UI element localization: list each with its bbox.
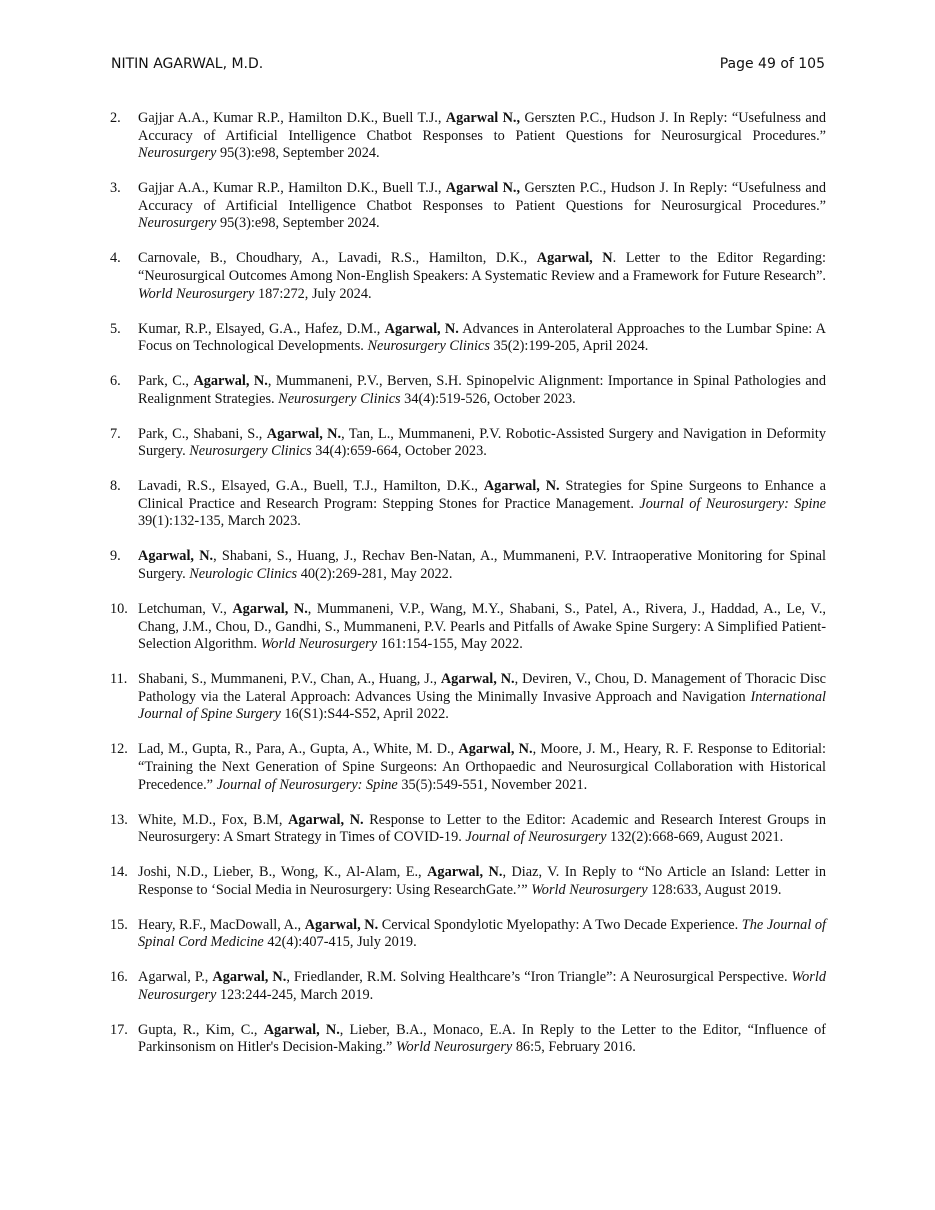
publication-entry bbox=[110, 741, 826, 794]
citation-title: , Lieber, B.A., Monaco, E.A. In Reply to the Letter to the Editor, “Influence of Parkinsonism on Hitler's Decision-Making.” bbox=[138, 1021, 827, 1056]
journal-name: Neurosurgery bbox=[138, 145, 217, 162]
publication-entry bbox=[110, 180, 826, 233]
citation-title: , Mummaneni, V.P., Wang, M.Y., Shabani, S., Patel, A., Rivera, J., Haddad, A., Le, V., Chang, J.M., Chou, D., Gandhi, S., Mummaneni, P.V. Pearls and Pitfalls of Awake Spine Surgery: A Simplified Patient-Selection Algorithm. bbox=[138, 601, 826, 653]
author-name: NITIN AGARWAL, M.D. bbox=[111, 56, 264, 72]
citation-authors-before: Joshi, N.D., Lieber, B., Wong, K., Al-Alam, E., bbox=[138, 864, 428, 881]
citation-authors-before: Agarwal, P., bbox=[138, 969, 213, 986]
citation-details: 161:154-155, May 2022. bbox=[377, 636, 523, 653]
journal-name: World Neurosurgery bbox=[531, 881, 648, 898]
entry-number: 5. bbox=[110, 320, 121, 337]
entry-citation bbox=[138, 671, 826, 722]
citation-details: 86:5, February 2016. bbox=[512, 1039, 636, 1056]
journal-name: Journal of Neurosurgery: Spine bbox=[216, 776, 398, 793]
highlighted-author: Agarwal, N. bbox=[212, 969, 287, 986]
publication-entry bbox=[110, 601, 826, 654]
publication-entry bbox=[110, 1022, 826, 1057]
citation-details: 128:633, August 2019. bbox=[647, 881, 782, 898]
citation-authors-before: Shabani, S., Mummaneni, P.V., Chan, A., Huang, J., bbox=[138, 671, 441, 688]
highlighted-author: Agarwal, N. bbox=[427, 864, 503, 881]
entry-citation bbox=[138, 250, 826, 301]
citation-details: 132(2):668-669, August 2021. bbox=[606, 829, 784, 846]
entry-citation bbox=[138, 426, 826, 460]
entry-citation bbox=[138, 548, 826, 582]
citation-details: 35(5):549-551, November 2021. bbox=[397, 776, 588, 793]
journal-name: Neurosurgery Clinics bbox=[367, 338, 490, 355]
citation-details: 34(4):659-664, October 2023. bbox=[311, 443, 487, 460]
highlighted-author: Agarwal, N bbox=[536, 250, 613, 267]
page-header bbox=[111, 56, 825, 78]
citation-title: . Letter to the Editor Regarding: “Neurosurgical Outcomes Among Non-English Speakers: A Systematic Review and a Framework for Future Research”. bbox=[138, 250, 826, 284]
citation-title: Cervical Spondylotic Myelopathy: A Two Decade Experience. bbox=[378, 916, 742, 933]
highlighted-author: Agarwal, N. bbox=[384, 320, 459, 337]
citation-title: Strategies for Spine Surgeons to Enhance a Clinical Practice and Research Program: Stepping Stones for Practice Management. bbox=[138, 478, 826, 512]
page-number: Page 49 of 105 bbox=[719, 56, 825, 72]
citation-title: Response to Letter to the Editor: Academic and Research Interest Groups in Neurosurgery: A Smart Strategy in Times of COVID-19. bbox=[138, 811, 826, 846]
publication-entry bbox=[110, 671, 826, 724]
publication-entry bbox=[110, 321, 826, 356]
journal-name: The Journal of Spinal Cord Medicine bbox=[138, 916, 826, 951]
citation-title: , Tan, L., Mummaneni, P.V. Robotic-Assisted Surgery and Navigation in Deformity Surgery. bbox=[138, 425, 826, 460]
citation-title: , Diaz, V. In Reply to “No Article an Island: Letter in Response to ‘Social Media in Neurosurgery: Using ResearchGate.’” bbox=[138, 864, 827, 898]
citation-authors-before: Park, C., bbox=[138, 373, 194, 390]
highlighted-author: Agarwal, N. bbox=[138, 548, 214, 565]
publication-entry bbox=[110, 478, 826, 531]
entry-number: 6. bbox=[110, 373, 121, 390]
entry-citation bbox=[138, 864, 826, 898]
entry-citation bbox=[138, 601, 826, 652]
entry-number: 3. bbox=[110, 180, 121, 197]
citation-authors-before: Gupta, R., Kim, C., bbox=[138, 1021, 264, 1038]
citation-title: Advances in Anterolateral Approaches to the Lumbar Spine: A Focus on Technological Developments. bbox=[138, 320, 827, 355]
citation-title: , Deviren, V., Chou, D. Management of Thoracic Disc Pathology via the Lateral Approach: Advances Using the Minimally Invasive Approach and Navigation bbox=[138, 671, 827, 705]
publication-entry bbox=[110, 812, 826, 847]
entry-citation bbox=[138, 917, 826, 951]
entry-number: 4. bbox=[110, 250, 121, 267]
entry-citation bbox=[138, 373, 826, 407]
highlighted-author: Agarwal, N. bbox=[232, 601, 308, 617]
entry-citation bbox=[138, 110, 826, 161]
citation-authors-before: Lad, M., Gupta, R., Para, A., Gupta, A., White, M. D., bbox=[138, 741, 459, 758]
entry-citation bbox=[138, 969, 826, 1003]
highlighted-author: Agarwal, N. bbox=[483, 478, 560, 495]
publication-entry bbox=[110, 426, 826, 461]
highlighted-author: Agarwal N., bbox=[445, 180, 521, 197]
entry-citation bbox=[138, 741, 826, 792]
publication-entry bbox=[110, 110, 826, 163]
entry-number: 17. bbox=[110, 1021, 128, 1038]
journal-name: International Journal of Spine Surgery bbox=[138, 688, 826, 723]
journal-name: Neurologic Clinics bbox=[189, 566, 298, 583]
citation-title: Gerszten P.C., Hudson J. In Reply: “Usefulness and Accuracy of Artificial Intelligence Chatbot Responses to Patient Questions for Neurosurgical Procedures.” bbox=[138, 110, 826, 144]
journal-name: World Neurosurgery bbox=[138, 285, 255, 302]
citation-authors-before: Carnovale, B., Choudhary, A., Lavadi, R.S., Hamilton, D.K., bbox=[138, 250, 537, 267]
entry-citation bbox=[138, 478, 826, 529]
highlighted-author: Agarwal, N. bbox=[304, 916, 379, 933]
citation-title: Gerszten P.C., Hudson J. In Reply: “Usefulness and Accuracy of Artificial Intelligence Chatbot Responses to Patient Questions for Neurosurgical Procedures.” bbox=[138, 180, 826, 214]
journal-name: Journal of Neurosurgery: Spine bbox=[639, 495, 826, 512]
publication-entry bbox=[110, 548, 826, 583]
journal-name: World Neurosurgery bbox=[395, 1039, 513, 1056]
entry-number: 8. bbox=[110, 478, 121, 495]
publication-list bbox=[110, 110, 826, 1074]
journal-name: Neurosurgery Clinics bbox=[278, 390, 401, 407]
journal-name: Neurosurgery Clinics bbox=[189, 443, 312, 460]
entry-citation bbox=[138, 180, 826, 231]
highlighted-author: Agarwal, N. bbox=[193, 373, 268, 390]
highlighted-author: Agarwal, N. bbox=[458, 741, 533, 758]
citation-title: , Shabani, S., Huang, J., Rechav Ben-Natan, A., Mummaneni, P.V. Intraoperative Monitoring for Spinal Surgery. bbox=[138, 548, 826, 583]
publication-entry bbox=[110, 969, 826, 1004]
entry-number: 11. bbox=[110, 671, 128, 688]
citation-authors-before: Gajjar A.A., Kumar R.P., Hamilton D.K., Buell T.J., bbox=[138, 180, 446, 197]
publication-entry bbox=[110, 250, 826, 303]
entry-citation bbox=[138, 321, 826, 355]
citation-authors-before: White, M.D., Fox, B.M, bbox=[138, 811, 289, 828]
citation-authors-before: Kumar, R.P., Elsayed, G.A., Hafez, D.M., bbox=[138, 320, 385, 337]
entry-number: 12. bbox=[110, 741, 128, 758]
citation-details: 95(3):e98, September 2024. bbox=[216, 215, 380, 232]
highlighted-author: Agarwal, N. bbox=[440, 671, 515, 688]
entry-number: 13. bbox=[110, 811, 128, 828]
entry-number: 14. bbox=[110, 864, 128, 881]
citation-authors-before: Heary, R.F., MacDowall, A., bbox=[138, 916, 305, 933]
citation-title: , Friedlander, R.M. Solving Healthcare’s “Iron Triangle”: A Neurosurgical Perspective. bbox=[286, 969, 792, 986]
entry-number: 7. bbox=[110, 425, 121, 442]
entry-number: 10. bbox=[110, 601, 128, 617]
citation-details: 95(3):e98, September 2024. bbox=[216, 145, 380, 162]
publication-entry bbox=[110, 917, 826, 952]
citation-details: 16(S1):S44-S52, April 2022. bbox=[280, 706, 449, 723]
highlighted-author: Agarwal, N. bbox=[263, 1021, 340, 1038]
journal-name: World Neurosurgery bbox=[260, 636, 378, 653]
entry-citation bbox=[138, 1022, 826, 1056]
publication-entry bbox=[110, 373, 826, 408]
entry-number: 16. bbox=[110, 969, 128, 986]
citation-details: 40(2):269-281, May 2022. bbox=[297, 566, 453, 583]
citation-details: 35(2):199-205, April 2024. bbox=[489, 338, 649, 355]
citation-details: 123:244-245, March 2019. bbox=[216, 986, 374, 1003]
journal-name: Journal of Neurosurgery bbox=[465, 829, 607, 846]
highlighted-author: Agarwal N., bbox=[445, 110, 521, 126]
entry-citation bbox=[138, 812, 826, 846]
entry-number: 9. bbox=[110, 548, 121, 565]
citation-details: 187:272, July 2024. bbox=[254, 285, 372, 302]
entry-number: 15. bbox=[110, 916, 128, 933]
citation-details: 39(1):132-135, March 2023. bbox=[138, 513, 301, 530]
highlighted-author: Agarwal, N. bbox=[288, 811, 364, 828]
journal-name: Neurosurgery bbox=[138, 215, 217, 232]
citation-authors-before: Park, C., Shabani, S., bbox=[138, 425, 267, 442]
citation-authors-before: Lavadi, R.S., Elsayed, G.A., Buell, T.J., Hamilton, D.K., bbox=[138, 478, 484, 495]
journal-name: World Neurosurgery bbox=[138, 969, 826, 1003]
citation-title: , Mummaneni, P.V., Berven, S.H. Spinopelvic Alignment: Importance in Spinal Pathologies and Realignment Strategies. bbox=[138, 373, 826, 407]
citation-details: 34(4):519-526, October 2023. bbox=[400, 390, 576, 407]
citation-details: 42(4):407-415, July 2019. bbox=[263, 934, 417, 951]
entry-number: 2. bbox=[110, 110, 121, 126]
citation-title: , Moore, J. M., Heary, R. F. Response to Editorial: “Training the Next Generation of Spine Surgeons: An Orthopaedic and Neurosurgical Collaboration with Historical Precedence.” bbox=[138, 741, 826, 793]
citation-authors-before: Gajjar A.A., Kumar R.P., Hamilton D.K., Buell T.J., bbox=[138, 110, 446, 126]
publication-entry bbox=[110, 864, 826, 899]
highlighted-author: Agarwal, N. bbox=[266, 425, 342, 442]
citation-authors-before: Letchuman, V., bbox=[138, 601, 233, 617]
